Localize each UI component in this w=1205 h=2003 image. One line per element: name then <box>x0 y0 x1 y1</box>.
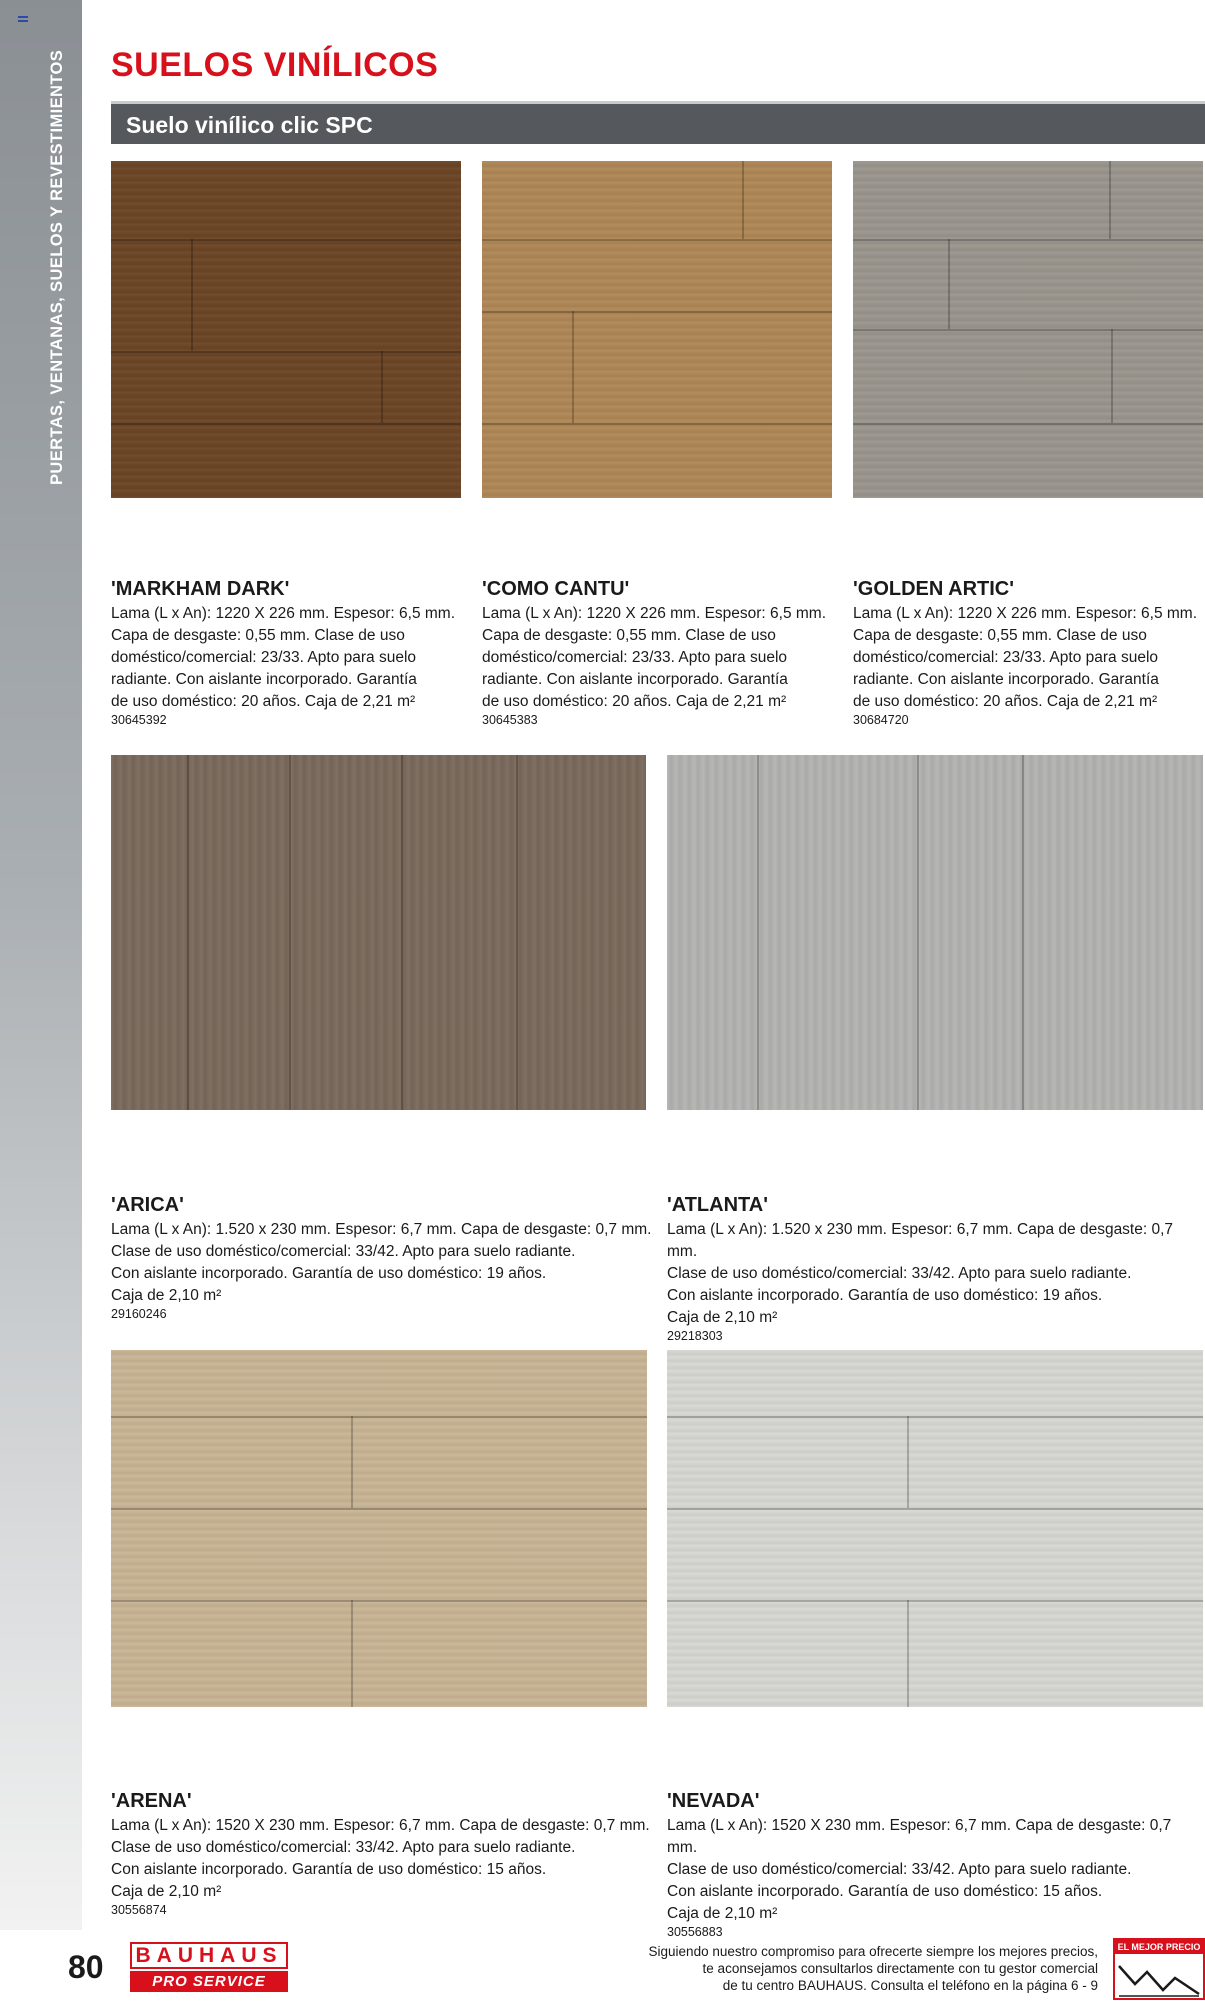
product-sku: 30556874 <box>111 1903 167 1917</box>
product-swatch-como-cantu <box>482 161 832 498</box>
product-sku: 29160246 <box>111 1307 167 1321</box>
product-description: Lama (L x An): 1.520 x 230 mm. Espesor: 6,7 mm. Capa de desgaste: 0,7 mm. Clase de uso doméstico/comercial: 33/42. Apto para suelo radiante. Con aislante incorporado. Garantía de uso doméstico: 19 años. Caja de 2,10 m² <box>667 1221 1174 1326</box>
badge-label: EL MEJOR PRECIO <box>1115 1940 1203 1954</box>
product-name: 'ARICA' <box>111 1194 184 1216</box>
product-description: Lama (L x An): 1220 X 226 mm. Espesor: 6,5 mm. Capa de desgaste: 0,55 mm. Clase de uso doméstico/comercial: 23/33. Apto para suelo radiante. Con aislante incorporado. Garantía de uso doméstico: 20 años. Caja de 2,21 m² <box>111 605 456 710</box>
product-description: Lama (L x An): 1.520 x 230 mm. Espesor: 6,7 mm. Capa de desgaste: 0,7 mm. Clase de uso doméstico/comercial: 33/42. Apto para suelo radiante. Con aislante incorporado. Garantía de uso doméstico: 19 años. Caja de 2,10 m² <box>111 1221 652 1304</box>
logo-wordmark: BAUHAUS <box>130 1942 288 1969</box>
product-sku: 30645383 <box>482 713 538 727</box>
product-swatch-nevada <box>667 1350 1203 1707</box>
product-arena <box>111 1790 656 1917</box>
product-sku: 30684720 <box>853 713 909 727</box>
product-swatch-arica <box>111 755 646 1110</box>
section-subheader: Suelo vinílico clic SPC <box>111 101 1205 144</box>
product-como-cantu <box>482 578 842 727</box>
logo-tagline: PRO SERVICE <box>130 1971 288 1992</box>
side-bar <box>0 0 82 1930</box>
page-title: SUELOS VINÍLICOS <box>111 46 439 84</box>
product-description: Lama (L x An): 1520 X 230 mm. Espesor: 6,7 mm. Capa de desgaste: 0,7 mm. Clase de uso doméstico/comercial: 33/42. Apto para suelo radiante. Con aislante incorporado. Garantía de uso doméstico: 15 años. Caja de 2,10 m² <box>667 1817 1172 1922</box>
product-name: 'MARKHAM DARK' <box>111 578 290 600</box>
product-swatch-arena <box>111 1350 647 1707</box>
product-name: 'ARENA' <box>111 1790 192 1812</box>
menu-icon <box>18 16 28 26</box>
product-swatch-golden-artic <box>853 161 1203 498</box>
product-name: 'NEVADA' <box>667 1790 760 1812</box>
price-drop-icon <box>1115 1954 1203 1998</box>
product-atlanta <box>667 1194 1205 1343</box>
product-description: Lama (L x An): 1220 X 226 mm. Espesor: 6,5 mm. Capa de desgaste: 0,55 mm. Clase de uso doméstico/comercial: 23/33. Apto para suelo radiante. Con aislante incorporado. Garantía de uso doméstico: 20 años. Caja de 2,21 m² <box>853 605 1198 710</box>
product-name: 'COMO CANTU' <box>482 578 630 600</box>
bauhaus-logo <box>130 1942 288 1992</box>
product-name: 'GOLDEN ARTIC' <box>853 578 1014 600</box>
product-description: Lama (L x An): 1520 X 230 mm. Espesor: 6,7 mm. Capa de desgaste: 0,7 mm. Clase de uso doméstico/comercial: 33/42. Apto para suelo radiante. Con aislante incorporado. Garantía de uso doméstico: 15 años. Caja de 2,10 m² <box>111 1817 650 1900</box>
product-golden-artic <box>853 578 1205 727</box>
product-swatch-markham-dark <box>111 161 461 498</box>
price-disclaimer: Siguiendo nuestro compromiso para ofrecerte siempre los mejores precios, te aconsejamos consultarlos directamente con tu gestor comercial de tu centro BAUHAUS. Consulta el teléfono en la página 6 - 9 <box>648 1944 1098 1993</box>
product-sku: 30556883 <box>667 1925 723 1939</box>
page-number: 80 <box>68 1949 104 1985</box>
product-name: 'ATLANTA' <box>667 1194 768 1216</box>
product-markham-dark <box>111 578 471 727</box>
product-arica <box>111 1194 656 1321</box>
product-sku: 30645392 <box>111 713 167 727</box>
product-nevada <box>667 1790 1205 1939</box>
product-swatch-atlanta <box>667 755 1203 1110</box>
product-sku: 29218303 <box>667 1329 723 1343</box>
section-vertical-label: PUERTAS, VENTANAS, SUELOS Y REVESTIMIENTOS <box>48 49 66 485</box>
best-price-badge <box>1113 1938 1205 2000</box>
product-description: Lama (L x An): 1220 X 226 mm. Espesor: 6,5 mm. Capa de desgaste: 0,55 mm. Clase de uso doméstico/comercial: 23/33. Apto para suelo radiante. Con aislante incorporado. Garantía de uso doméstico: 20 años. Caja de 2,21 m² <box>482 605 827 710</box>
